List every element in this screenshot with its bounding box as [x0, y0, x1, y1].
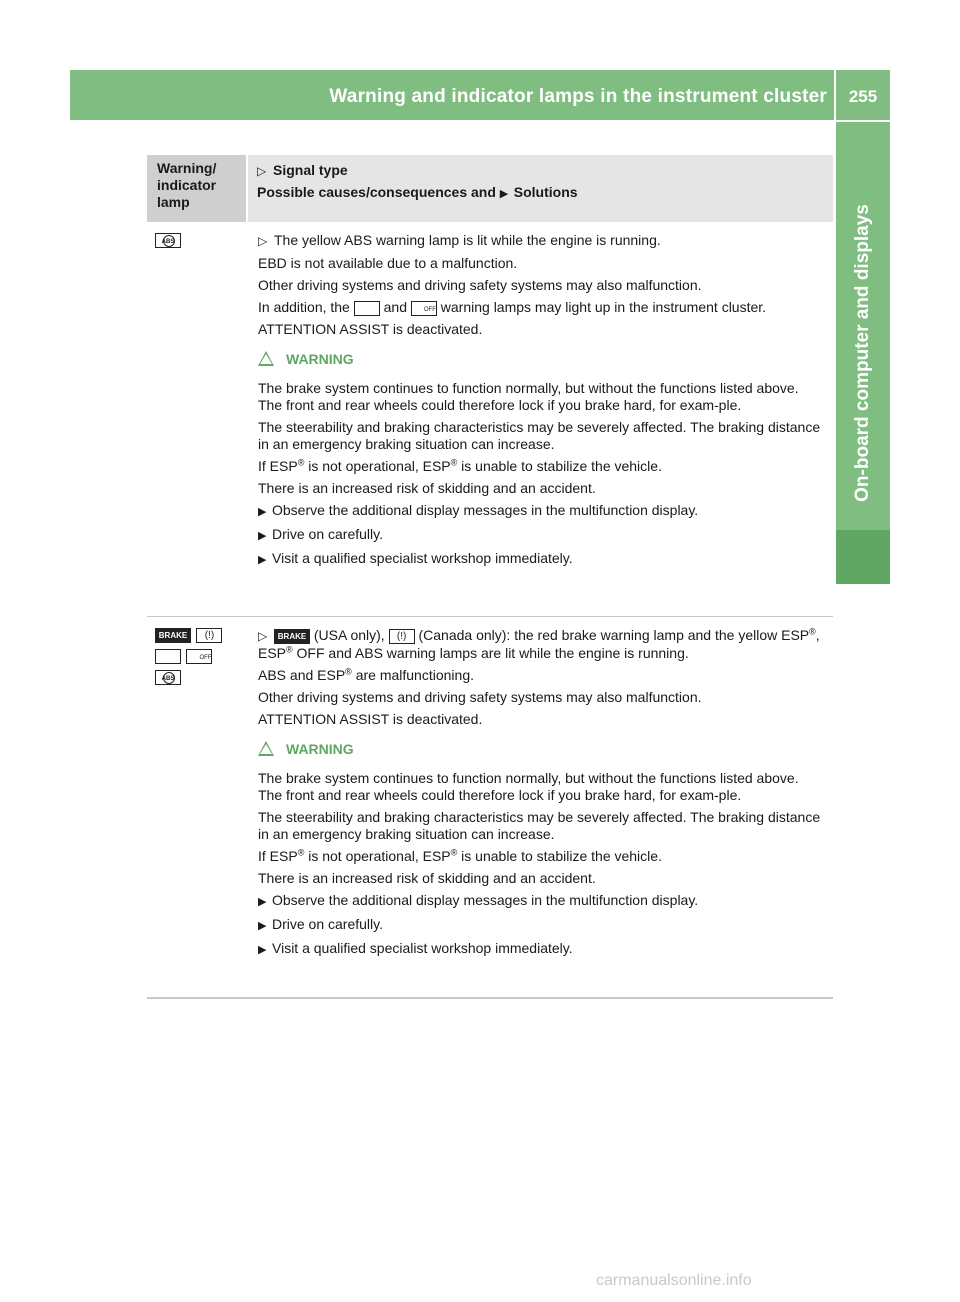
watermark: carmanualsonline.info	[596, 1272, 752, 1289]
signal-icon: ▷	[258, 629, 268, 643]
action-item: ▶ Drive on carefully.	[258, 916, 826, 935]
action-item: ▶ Visit a qualified specialist workshop immediately.	[258, 550, 826, 569]
list-item: ▷ BRAKE (USA only), (!) (Canada only): the red brake warning lamp and the yellow ESP®, ESP® OFF and ABS warning lamps are lit while the engine is running.	[258, 626, 820, 661]
brake-icon: BRAKE	[155, 628, 191, 643]
action-item: ▶ Drive on carefully.	[258, 526, 826, 545]
list-item: ▷ The yellow ABS warning lamp is lit while the engine is running.	[258, 232, 661, 248]
brake-circle-icon: (!)	[196, 628, 222, 643]
table-row	[147, 617, 833, 999]
list-item: ABS and ESP® are malfunctioning.	[258, 666, 474, 683]
warning-text: If ESP® is not operational, ESP® is unable to stabilize the vehicle.	[258, 847, 662, 864]
esp-off-icon	[186, 649, 212, 664]
list-item: ATTENTION ASSIST is deactivated.	[258, 321, 483, 337]
warning-text: There is an increased risk of skidding and an accident.	[258, 870, 596, 886]
list-item: Other driving systems and driving safety systems may also malfunction.	[258, 277, 702, 293]
action-item: ▶ Visit a qualified specialist workshop immediately.	[258, 940, 826, 959]
warning-heading: WARNING	[258, 351, 826, 368]
list-item: ATTENTION ASSIST is deactivated.	[258, 711, 483, 727]
warning-triangle-icon	[258, 351, 274, 366]
action-arrow-icon: ▶	[258, 506, 267, 518]
esp-icon	[155, 649, 181, 664]
action-item: ▶ Observe the additional display messages in the multifunction display.	[258, 502, 826, 521]
action-item: ▶ Observe the additional display messages in the multifunction display.	[258, 892, 826, 911]
warning-triangle-icon	[258, 741, 274, 756]
sidebar-label: On-board computer and displays	[852, 204, 873, 502]
esp-off-icon	[411, 301, 437, 316]
warning-text: The brake system continues to function normally, but without the functions listed above. The front and rear wheels could therefore lock if you brake hard, for exam-ple.	[258, 770, 799, 803]
list-item: Other driving systems and driving safety systems may also malfunction.	[258, 689, 702, 705]
signal-icon: ▷	[258, 234, 268, 248]
brake-circle-icon: (!)	[389, 629, 415, 644]
warning-text: There is an increased risk of skidding and an accident.	[258, 480, 596, 496]
table-row	[147, 222, 833, 617]
table-header	[147, 155, 833, 222]
warning-text: The steerability and braking characteristics may be severely affected. The braking distance in an emergency braking situation can increase.	[258, 809, 821, 842]
warning-text: The steerability and braking characteristics may be severely affected. The braking distance in an emergency braking situation can increase.	[258, 419, 821, 452]
page-number: 255	[836, 70, 890, 120]
signal-type-label: Signal type	[273, 162, 348, 178]
signal-icon: ▷	[257, 164, 267, 178]
action-arrow-icon: ▶	[258, 920, 267, 932]
list-item: EBD is not available due to a malfunction.	[258, 255, 518, 271]
action-arrow-icon: ▶	[258, 896, 267, 908]
abs-warning-icon	[155, 670, 181, 685]
section-marker	[836, 530, 890, 584]
brake-icon: BRAKE	[274, 629, 310, 644]
warning-text: If ESP® is not operational, ESP® is unable to stabilize the vehicle.	[258, 457, 662, 474]
action-arrow-icon: ▶	[258, 554, 267, 566]
warning-text: The brake system continues to function normally, but without the functions listed above. The front and rear wheels could therefore lock if you brake hard, for exam-ple.	[258, 380, 799, 413]
column-header-signal	[248, 155, 833, 222]
action-arrow-icon: ▶	[258, 944, 267, 956]
abs-warning-icon	[155, 233, 181, 248]
signal-content	[258, 627, 826, 964]
action-arrow-icon: ▶	[258, 530, 267, 542]
esp-icon	[354, 301, 380, 316]
lamp-cell	[155, 627, 245, 690]
signal-content	[258, 232, 826, 574]
warning-heading: WARNING	[258, 741, 826, 758]
lamp-cell	[155, 232, 245, 253]
solutions-label: Solutions	[513, 184, 578, 200]
action-arrow-icon: ▶	[499, 188, 509, 200]
column-header-lamp: Warning/ indicator lamp	[147, 155, 246, 222]
page-title: Warning and indicator lamps in the instrument cluster	[329, 86, 827, 107]
causes-label: Possible causes/consequences and	[257, 184, 496, 200]
list-item: In addition, the and OFF warning lamps may light up in the instrument cluster.	[258, 299, 826, 316]
